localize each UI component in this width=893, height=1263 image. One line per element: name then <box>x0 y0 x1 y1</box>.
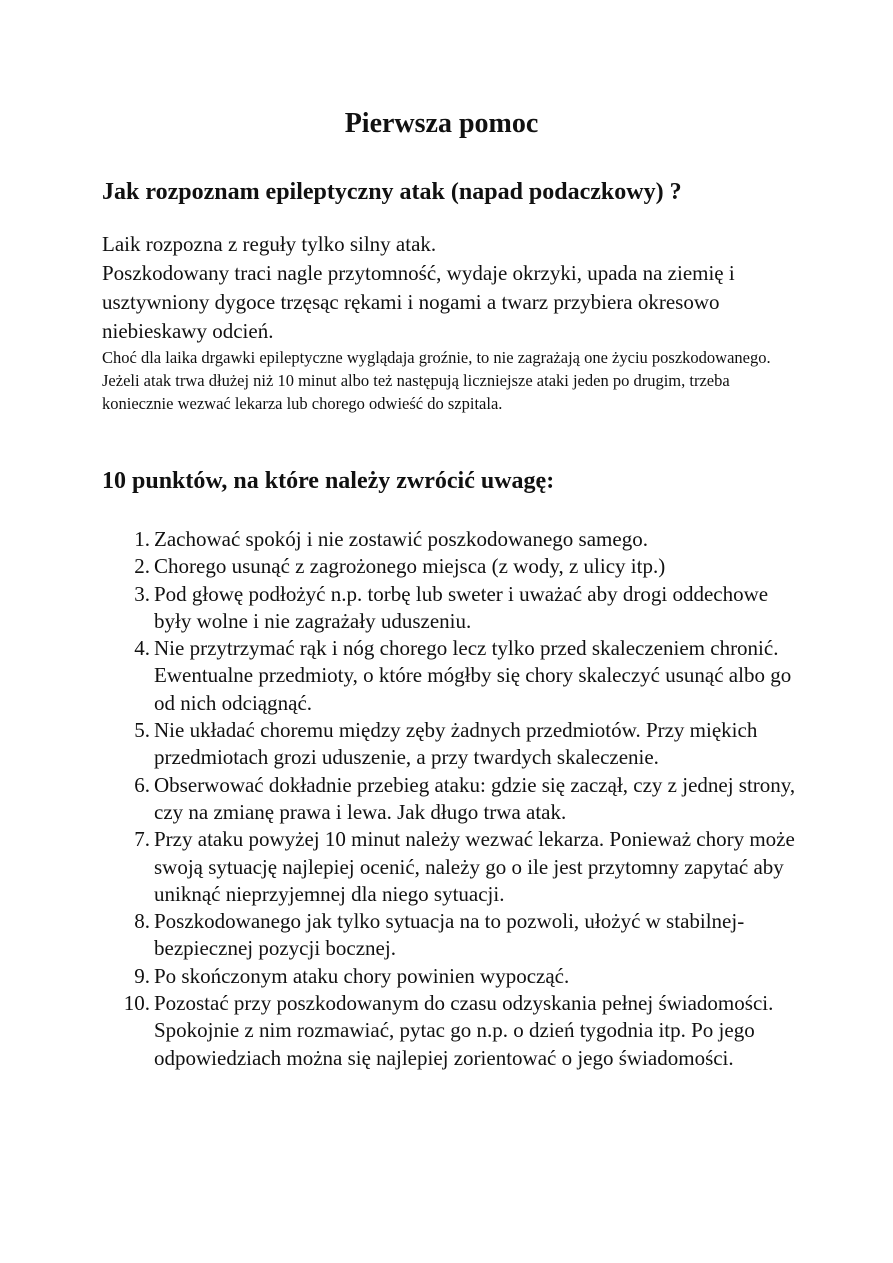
list-item <box>102 581 802 636</box>
list-item <box>102 526 802 553</box>
item-number: 2. <box>134 554 150 579</box>
list-item <box>102 635 802 717</box>
list-item <box>102 908 802 963</box>
item-number: 10. <box>123 991 150 1016</box>
item-text: Nie układać choremu między zęby żadnych przedmiotów. Przy miękich przedmiotach grozi uduszenie, a przy twardych skaleczenie. <box>154 718 758 770</box>
item-text: Pod głowę podłożyć n.p. torbę lub sweter i uważać aby drogi oddechowe były wolne i nie zagrażały uduszeniu. <box>154 581 769 633</box>
item-number: 5. <box>134 718 150 743</box>
intro-paragraph: Laik rozpozna z reguły tylko silny atak. <box>102 232 437 256</box>
list-item <box>102 963 802 990</box>
item-number: 4. <box>134 636 150 661</box>
section-heading-ten-points: 10 punktów, na które należy zwrócić uwagę: <box>102 468 555 494</box>
item-number: 9. <box>134 963 150 988</box>
intro-note: Choć dla laika drgawki epileptyczne wyglądaja groźnie, to nie zagrażają one życiu poszkodowanego. Jeżeli atak trwa dłużej niż 10 minut albo też następują liczniejsze ataki jeden po drugim, trzeba koniecznie wezwać lekarza lub chorego odwieść do szpitala. <box>102 348 771 413</box>
list-item <box>102 717 802 772</box>
item-text: Pozostać przy poszkodowanym do czasu odzyskania pełnej świadomości. Spokojnie z nim rozmawiać, pytac go n.p. o dzień tygodnia itp. Po jego odpowiedziach można się najlepiej zorientować o jego świadomości. <box>154 991 774 1070</box>
item-text: Nie przytrzymać rąk i nóg chorego lecz tylko przed skaleczeniem chronić. Ewentualne przedmioty, o które mógłby się chory skaleczyć usunąć albo go od nich odciągnąć. <box>154 636 792 715</box>
item-number: 3. <box>134 581 150 606</box>
intro-section <box>102 230 792 415</box>
item-text: Przy ataku powyżej 10 minut należy wezwać lekarza. Ponieważ chory może swoją sytuację najlepiej ocenić, należy go o ile jest przytomny zapytać aby uniknąć nieprzyjemnej dla niego sytuacji. <box>154 827 795 906</box>
item-number: 8. <box>134 909 150 934</box>
section-heading-recognition: Jak rozpoznam epileptyczny atak (napad podaczkowy) ? <box>102 179 682 205</box>
page-title: Pierwsza pomoc <box>344 108 539 139</box>
intro-paragraph: Poszkodowany traci nagle przytomność, wydaje okrzyki, upada na ziemię i usztywniony dygoce trzęsąc rękami i nogami a twarz przybiera okresowo niebieskawy odcień. <box>102 261 735 343</box>
item-number: 7. <box>134 827 150 852</box>
list-item <box>102 826 802 908</box>
points-list <box>102 526 802 1072</box>
item-number: 6. <box>134 772 150 797</box>
item-text: Zachować spokój i nie zostawić poszkodowanego samego. <box>154 527 648 551</box>
item-text: Obserwować dokładnie przebieg ataku: gdzie się zaczął, czy z jednej strony, czy na zmianę prawa i lewa. Jak długo trwa atak. <box>154 772 796 824</box>
list-item <box>102 772 802 827</box>
list-item <box>102 553 802 580</box>
item-text: Chorego usunąć z zagrożonego miejsca (z wody, z ulicy itp.) <box>154 554 666 579</box>
item-text: Poszkodowanego jak tylko sytuacja na to pozwoli, ułożyć w stabilnej-bezpiecznej pozycji bocznej. <box>154 909 745 961</box>
list-item <box>102 990 802 1072</box>
item-text: Po skończonym ataku chory powinien wypocząć. <box>154 963 570 988</box>
item-number: 1. <box>134 527 150 551</box>
